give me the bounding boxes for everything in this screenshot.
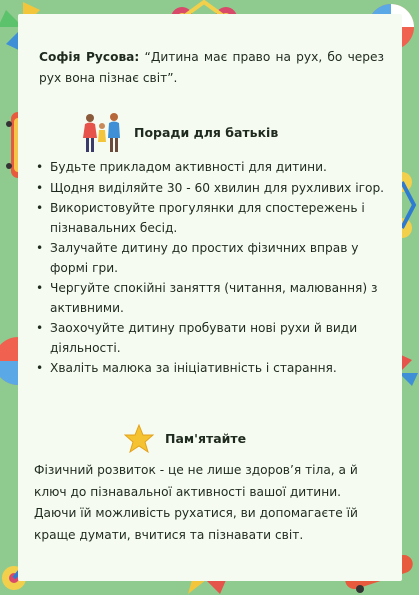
list-item: • Чергуйте спокійні заняття (читання, малювання) з активними. bbox=[36, 279, 386, 318]
list-item: • Будьте прикладом активності для дитини. bbox=[36, 158, 386, 178]
quote-author: Софія Русова: bbox=[39, 50, 140, 64]
list-item: • Щодня виділяйте 30 - 60 хвилин для рухливих ігор. bbox=[36, 179, 386, 199]
tips-list bbox=[36, 158, 386, 380]
list-item: • Заохочуйте дитину пробувати нові рухи й види діяльності. bbox=[36, 319, 386, 358]
quote-paragraph bbox=[39, 47, 384, 89]
parents-with-child-icon bbox=[78, 112, 126, 154]
memo-title: Пам'ятайте bbox=[165, 431, 247, 446]
memo-paragraph: Фізичний розвиток - це не лише здоров’я тіла, а й ключ до пізнавальної активності вашої дитини. Даючи їй можливість рухатися, ви допомагаєте їй краще думати, вчитися та пізнавати світ. bbox=[34, 463, 358, 542]
quote-text: “Дитина має право на рух, бо через рух вона пізнає світ”. bbox=[39, 50, 384, 85]
list-item: • Використовуйте прогулянки для спостережень і пізнавальних бесід. bbox=[36, 199, 386, 238]
star-icon bbox=[124, 424, 154, 454]
list-item: • Хваліть малюка за ініціативність і старання. bbox=[36, 359, 386, 379]
list-item: • Залучайте дитину до простих фізичних вправ у формі гри. bbox=[36, 239, 386, 278]
tips-title: Поради для батьків bbox=[134, 125, 279, 140]
